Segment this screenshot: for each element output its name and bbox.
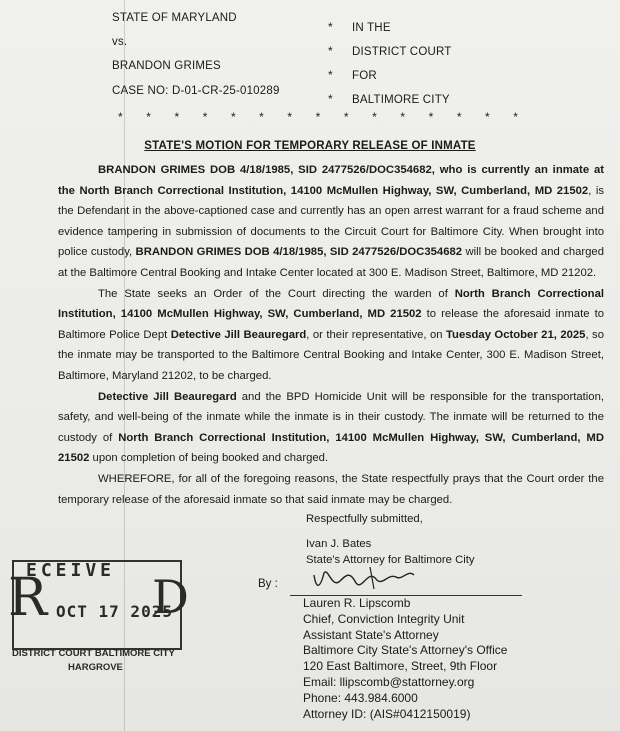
signer-email: Email: llipscomb@stattorney.org: [303, 674, 475, 689]
caption-star: *: [328, 44, 333, 58]
caption-star: *: [343, 110, 349, 124]
signer-office: Baltimore City State's Attorney's Office: [303, 643, 508, 658]
paragraph-4: WHEREFORE, for all of the foregoing reasons, the State respectfully prays that the Court order the temporary release of the aforesaid inmate so that said inmate may be charged.: [58, 472, 604, 506]
caption-star: *: [485, 110, 490, 124]
caption-star: *: [202, 110, 208, 124]
stamp-letter-r: R: [8, 568, 48, 628]
caption-city: BALTIMORE CITY: [352, 94, 450, 106]
caption-star: *: [259, 110, 264, 124]
caption-star-row: [118, 110, 518, 124]
attorney-name: Ivan J. Bates: [306, 538, 372, 550]
stamp-date: OCT 17 2025: [56, 602, 173, 621]
caption-star: *: [287, 110, 293, 124]
caption-star: *: [328, 68, 333, 82]
caption-star: *: [328, 20, 333, 34]
signer-name: Lauren R. Lipscomb: [303, 596, 411, 610]
stamp-clerk: HARGROVE: [68, 662, 123, 673]
closing: Respectfully submitted,: [306, 513, 423, 525]
caption-star: *: [400, 110, 406, 124]
by-label: By :: [258, 578, 278, 590]
signer-position: Assistant State's Attorney: [303, 627, 439, 642]
handwritten-signature: [310, 563, 430, 593]
paragraph-1: BRANDON GRIMES DOB 4/18/1985, SID 2477526/DOC354682, who is currently an inmate at the North Branch Correctional Institution, 14100 McMullen Highway, SW, Cumberland, MD 21502, is the Defendant in the above-captioned case and currently has an open arrest warrant for a fraud scheme and evidence tampering in submission of documents to the Circuit Court for Baltimore City. When brought into police custody, BRANDON GRIMES DOB 4/18/1985, SID 2477526/DOC354682 will be booked and charged at the Baltimore Central Booking and Intake Center located at 300 E. Madison Street, Baltimore, MD 21202.: [58, 164, 604, 279]
motion-body: [58, 160, 604, 510]
caption-star: *: [456, 110, 462, 124]
paragraph-3: Detective Jill Beauregard and the BPD Homicide Unit will be responsible for the transportation, safety, and well-being of the inmate while the inmate is in their custody. The inmate will be returned to the custody of North Branch Correctional Institution, 14100 McMullen Highway, SW, Cumberland, MD 21502 upon completion of being booked and charged.: [58, 390, 604, 465]
caption-defendant: BRANDON GRIMES: [112, 60, 221, 72]
caption-in-the: IN THE: [352, 22, 391, 34]
signer-block: [303, 596, 507, 722]
caption-star: *: [428, 110, 434, 124]
caption-star: *: [230, 110, 236, 124]
caption-state: STATE OF MARYLAND: [112, 12, 237, 24]
paragraph-2: The State seeks an Order of the Court directing the warden of North Branch Correctional Institution, 14100 McMullen Highway, SW, Cumberland, MD 21502 to release the aforesaid inmate to Baltimore Police Dept Detective Jill Beauregard, or their representative, on Tuesday October 21, 2025, so the inmate may be transported to the Baltimore Central Booking and Intake Center, 300 E. Madison Street, Baltimore, Maryland 21202, to be charged.: [58, 287, 604, 382]
attorney-role: State's Attorney for Baltimore City: [306, 554, 475, 566]
caption-star: *: [118, 110, 123, 124]
signer-phone: Phone: 443.984.6000: [303, 690, 418, 705]
caption-court: DISTRICT COURT: [352, 46, 452, 58]
signer-attorney-id: Attorney ID: (AIS#0412150019): [303, 706, 471, 721]
stamp-letter-d: D: [152, 570, 189, 624]
caption-star: *: [372, 110, 377, 124]
caption-star: *: [328, 92, 333, 106]
caption-star: *: [315, 110, 321, 124]
caption-case-no: CASE NO: D-01-CR-25-010289: [112, 85, 280, 97]
signer-address: 120 East Baltimore, Street, 9th Floor: [303, 659, 498, 674]
received-stamp: [6, 554, 189, 678]
caption-vs: vs.: [112, 36, 128, 48]
stamp-received: ECEIVE: [26, 560, 116, 581]
motion-title: STATE'S MOTION FOR TEMPORARY RELEASE OF INMATE: [144, 140, 476, 152]
stamp-court: DISTRICT COURT BALTIMORE CITY: [12, 648, 175, 659]
signer-title: Chief, Conviction Integrity Unit: [303, 611, 465, 626]
caption-star: *: [174, 110, 180, 124]
caption-star: *: [513, 110, 518, 124]
caption-star: *: [146, 110, 151, 124]
caption-for: FOR: [352, 70, 377, 82]
